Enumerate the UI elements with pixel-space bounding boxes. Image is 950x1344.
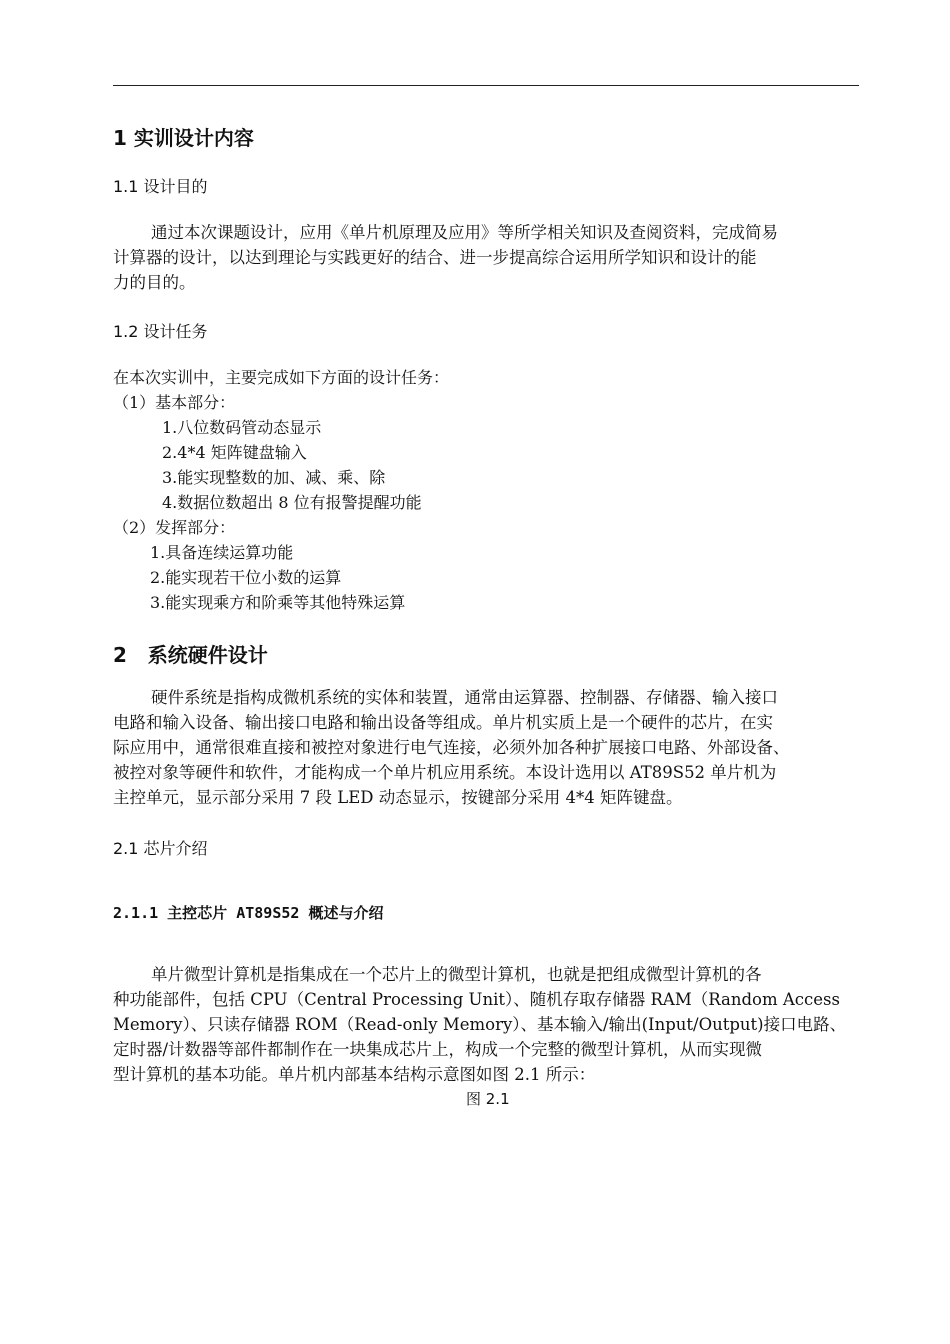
list-item: 1.具备连续运算功能 — [150, 543, 294, 562]
paragraph-line: 主控单元，显示部分采用 7 段 LED 动态显示，按键部分采用 4*4 矩阵键盘。 — [113, 788, 683, 807]
section-2-1-1-paragraph — [113, 962, 863, 1087]
extra-part-label: （2）发挥部分： — [113, 518, 236, 537]
list-item: 3.能实现整数的加、减、乘、除 — [162, 468, 386, 487]
section-1-1-paragraph — [113, 220, 863, 295]
figure-caption: 图 2.1 — [466, 1090, 510, 1108]
basic-part-label: （1）基本部分： — [113, 393, 236, 412]
paragraph-line: 电路和输入设备、输出接口电路和输出设备等组成。单片机实质上是一个硬件的芯片，在实 — [113, 713, 773, 732]
list-item: 4.数据位数超出 8 位有报警提醒功能 — [162, 493, 422, 512]
paragraph-line: 定时器/计数器等部件都制作在一块集成芯片上，构成一个完整的微型计算机，从而实现微 — [113, 1040, 763, 1059]
paragraph-line: 被控对象等硬件和软件，才能构成一个单片机应用系统。本设计选用以 AT89S52 单片机为 — [113, 763, 777, 782]
section-2-paragraph — [113, 685, 863, 810]
paragraph-line: 硬件系统是指构成微机系统的实体和装置，通常由运算器、控制器、存储器、输入接口 — [151, 688, 778, 707]
paragraph-line: 计算器的设计，以达到理论与实践更好的结合、进一步提高综合运用所学知识和设计的能 — [113, 248, 757, 267]
section-2-1-title: 2.1 芯片介绍 — [113, 839, 208, 858]
section-1-1-title: 1.1 设计目的 — [113, 177, 208, 196]
list-item: 3.能实现乘方和阶乘等其他特殊运算 — [150, 593, 406, 612]
section-2-title: 2 系统硬件设计 — [113, 643, 268, 667]
task-intro: 在本次实训中，主要完成如下方面的设计任务： — [113, 368, 450, 387]
list-item: 1.八位数码管动态显示 — [162, 418, 322, 437]
list-item: 2.4*4 矩阵键盘输入 — [162, 443, 307, 462]
paragraph-line: 种功能部件，包括 CPU（Central Processing Unit）、随机存取存储器 RAM（Random Access — [113, 990, 840, 1009]
list-item: 2.能实现若干位小数的运算 — [150, 568, 342, 587]
section-1-2-title: 1.2 设计任务 — [113, 322, 208, 341]
section-2-1-1-title: 2.1.1 主控芯片 AT89S52 概述与介绍 — [113, 904, 384, 922]
paragraph-line: 通过本次课题设计，应用《单片机原理及应用》等所学相关知识及查阅资料，完成简易 — [151, 223, 778, 242]
paragraph-line: 力的目的。 — [113, 273, 196, 292]
paragraph-line: 际应用中，通常很难直接和被控对象进行电气连接，必须外加各种扩展接口电路、外部设备、 — [113, 738, 790, 757]
header-rule — [113, 85, 859, 86]
paragraph-line: 型计算机的基本功能。单片机内部基本结构示意图如图 2.1 所示： — [113, 1065, 596, 1084]
section-1-title: 1 实训设计内容 — [113, 126, 254, 150]
paragraph-line: Memory）、只读存储器 ROM（Read-only Memory）、基本输入/输出(Input/Output)接口电路、 — [113, 1015, 847, 1034]
paragraph-line: 单片微型计算机是指集成在一个芯片上的微型计算机，也就是把组成微型计算机的各 — [151, 965, 762, 984]
